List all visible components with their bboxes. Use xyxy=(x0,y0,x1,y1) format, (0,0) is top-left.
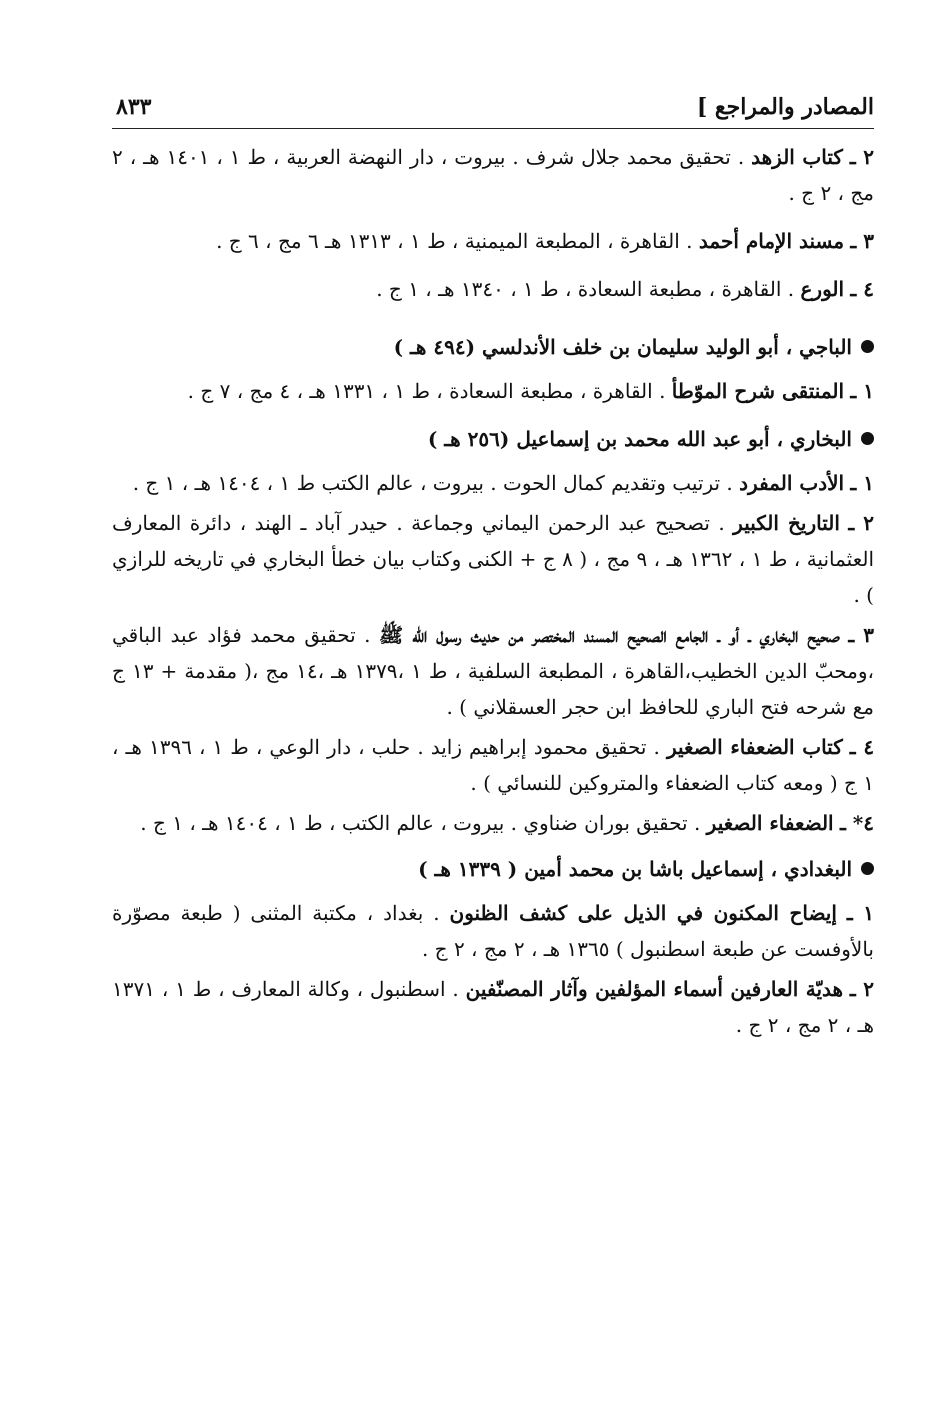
entry-group xyxy=(112,329,874,409)
bullet-icon xyxy=(861,862,874,875)
entry-details: . بغداد ، مكتبة المثنى ( طبعة مصوّرة بالأوفست عن طبعة اسطنبول ) ١٣٦٥ هـ ، ٢ مج ، ٢ ج . xyxy=(112,901,874,961)
entry-details: . تحقيق محمد فؤاد عبد الباقي ،ومحبّ الدين الخطيب،القاهرة ، المطبعة السلفية ، ط ١ ،١٣٧٩ هـ ،١٤ مج ،( مقدمة + ١٣ ج مع شرحه فتح الباري للحافظ ابن حجر العسقلاني ) . xyxy=(112,623,874,719)
entry-number: ١ ـ xyxy=(850,471,874,495)
page xyxy=(112,88,874,1338)
entry-group xyxy=(112,421,874,841)
entry-title: هديّة العارفين أسماء المؤلفين وآثار المصنّفين xyxy=(465,977,844,1001)
author-name: البخاري ، أبو عبد الله محمد بن إسماعيل (٢٥٦ هـ ) xyxy=(427,427,852,451)
entry-number: ١ ـ xyxy=(850,379,874,403)
entry-number: ٤* ـ xyxy=(839,811,874,835)
entry-number: ٣ ـ xyxy=(850,229,874,253)
bibliography-entry xyxy=(112,729,874,801)
entry-title: كتاب الضعفاء الصغير xyxy=(666,735,843,759)
entry-details: . تصحيح عبد الرحمن اليماني وجماعة . حيدر آباد ـ الهند ، دائرة المعارف العثمانية ، ط ١ ، ١٣٦٢ هـ ، ٩ مج ، ( ٨ ج + الكنى وكتاب بيان خطأ البخاري في تاريخه للرازي ) . xyxy=(112,511,875,607)
running-head xyxy=(112,88,874,129)
entry-title: كتاب الزهد xyxy=(751,145,843,169)
entry-number: ٤ ـ xyxy=(849,735,875,759)
running-title: المصادر والمراجع ] xyxy=(696,94,874,120)
author-name: البغدادي ، إسماعيل باشا بن محمد أمين ( ١٣٣٩ هـ ) xyxy=(418,857,852,881)
bibliography-entry xyxy=(112,505,874,613)
bibliography-entry xyxy=(112,271,874,307)
entry-details: . تحقيق محمد جلال شرف . بيروت ، دار النهضة العربية ، ط ١ ، ١٤٠١ هـ ، ٢ مج ، ٢ ج . xyxy=(112,145,874,205)
page-number: ٨٣٣ xyxy=(116,94,152,120)
entry-number: ٤ ـ xyxy=(850,277,874,301)
entry-number: ١ ـ xyxy=(846,901,874,925)
entry-title: التاريخ الكبير xyxy=(733,511,840,535)
entry-number: ٢ ـ xyxy=(849,977,874,1001)
author-heading xyxy=(112,851,874,887)
bibliography xyxy=(112,139,874,1043)
bibliography-entry xyxy=(112,617,874,725)
bibliography-entry xyxy=(112,465,874,501)
entry-title: الضعفاء الصغير xyxy=(706,811,834,835)
entry-details: . اسطنبول ، وكالة المعارف ، ط ١ ، ١٣٧١ هـ ، ٢ مج ، ٢ ج . xyxy=(112,977,874,1037)
author-heading xyxy=(112,421,874,457)
bibliography-entry xyxy=(112,139,874,211)
author-name: الباجي ، أبو الوليد سليمان بن خلف الأندلسي (٤٩٤ هـ ) xyxy=(393,335,852,359)
entry-details: . ترتيب وتقديم كمال الحوت . بيروت ، عالم الكتب ط ١ ، ١٤٠٤ هـ ، ١ ج . xyxy=(132,471,733,495)
bibliography-entry xyxy=(112,373,874,409)
entry-details: . تحقيق محمود إبراهيم زايد . حلب ، دار الوعي ، ط ١ ، ١٣٩٦ هـ ، ١ ج ( ومعه كتاب الضعفاء والمتروكين للنسائي ) . xyxy=(112,735,874,795)
entry-details: . القاهرة ، المطبعة الميمنية ، ط ١ ، ١٣١٣ هـ ٦ مج ، ٦ ج . xyxy=(216,229,693,253)
bibliography-entry xyxy=(112,895,874,967)
entry-group xyxy=(112,851,874,1043)
entry-number: ٢ ـ xyxy=(849,145,875,169)
entry-title: الأدب المفرد xyxy=(739,471,845,495)
bullet-icon xyxy=(861,432,874,445)
bibliography-entry xyxy=(112,805,874,841)
entry-details: . القاهرة ، مطبعة السعادة ، ط ١ ، ١٣٣١ هـ ، ٤ مج ، ٧ ج . xyxy=(187,379,666,403)
entry-title: مسند الإمام أحمد xyxy=(698,229,845,253)
bibliography-entry xyxy=(112,223,874,259)
author-heading xyxy=(112,329,874,365)
entry-title: الورع xyxy=(800,277,845,301)
entry-number: ٣ ـ xyxy=(848,623,874,647)
entry-details: . تحقيق بوران ضناوي . بيروت ، عالم الكتب ، ط ١ ، ١٤٠٤ هـ ، ١ ج . xyxy=(140,811,701,835)
entry-title: صحيح البخاري ـ أو ـ الجامع الصحيح المسند المختصر من حديث رسول الله ﷺ xyxy=(378,623,840,647)
entry-number: ٢ ـ xyxy=(848,511,875,535)
entry-group xyxy=(112,139,874,307)
entry-title: المنتقى شرح الموّطأ xyxy=(671,379,845,403)
bullet-icon xyxy=(861,340,874,353)
bibliography-entry xyxy=(112,971,874,1043)
entry-details: . القاهرة ، مطبعة السعادة ، ط ١ ، ١٣٤٠ هـ ، ١ ج . xyxy=(376,277,795,301)
entry-title: إيضاح المكنون في الذيل على كشف الظنون xyxy=(449,901,837,925)
